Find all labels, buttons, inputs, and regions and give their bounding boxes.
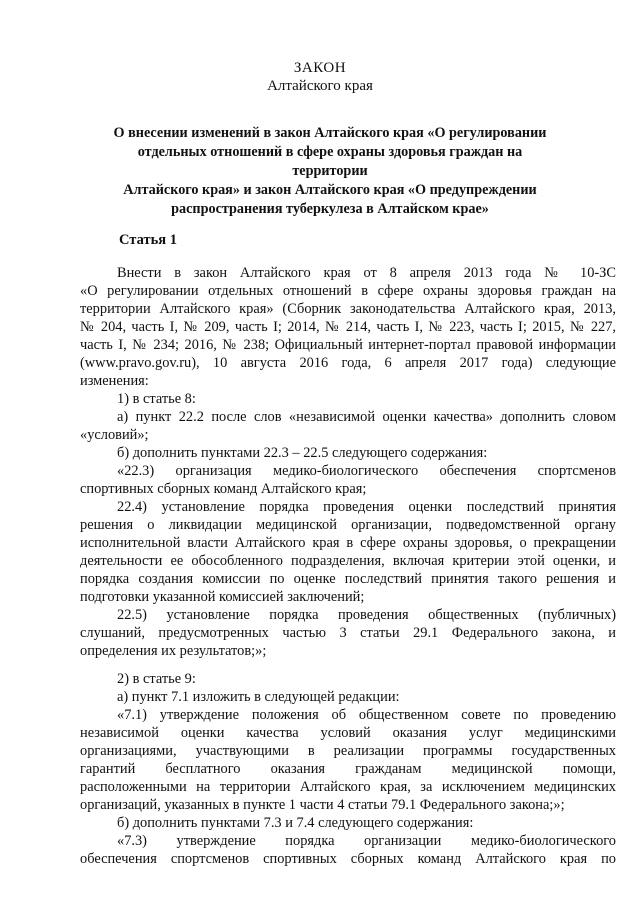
text-line: деятельности ее обособленного подразделения, включая критерии этой оценки, и (80, 553, 616, 569)
text-line: 22.5) установление порядка проведения общественных (публичных) (117, 607, 616, 623)
text-line: «условий»; (80, 427, 149, 443)
text-line: слушаний, предусмотренных частью 3 статьи 29.1 Федерального закона, и (80, 625, 616, 641)
text-line: расположенными на территории Алтайского края, за исключением медицинских (80, 779, 616, 795)
doc-heading (100, 124, 560, 219)
text-line: спортивных сборных команд Алтайского края; (80, 481, 367, 497)
heading-line: Алтайского края» и закон Алтайского края «О предупреждении (123, 182, 537, 198)
doc-subtitle: Алтайского края (267, 78, 373, 94)
text-line: 22.4) установление порядка проведения оценки последствий принятия (117, 499, 616, 515)
text-line: «7.3) утверждение порядка организации медико-биологического (117, 833, 616, 849)
text-line: исполнительной власти Алтайского края в сфере охраны здоровья, о прекращении (80, 535, 616, 551)
text-line: независимой оценки качества условий оказания услуг медицинскими (80, 725, 616, 741)
text-line: «7.1) утверждение положения об общественном совете по проведению (117, 707, 616, 723)
text-line: (www.pravo.gov.ru), 10 августа 2016 года, 6 апреля 2017 года) следующие (80, 355, 616, 371)
text-line: б) дополнить пунктами 7.3 и 7.4 следующего содержания: (117, 815, 474, 831)
text-line: обеспечения спортсменов спортивных сборных команд Алтайского края по (80, 851, 616, 867)
text-line: 1) в статье 8: (117, 391, 196, 407)
text-line: № 204, часть I, № 209, часть I; 2014, № 214, часть I, № 223, часть I; 2015, № 227, (80, 319, 616, 335)
article-heading: Статья 1 (119, 232, 177, 248)
text-line: Внести в закон Алтайского края от 8 апреля 2013 года № 10-ЗС (117, 265, 616, 281)
text-line: определения их результатов;»; (80, 643, 267, 659)
text-line: организаций, указанных в пункте 1 части 4 статьи 79.1 Федерального закона;»; (80, 797, 565, 813)
text-line: «22.3) организация медико-биологического обеспечения спортсменов (117, 463, 616, 479)
text-line: порядка создания комиссии по оценке последствий принятия такого решения и (80, 571, 616, 587)
text-line: изменения: (80, 373, 149, 389)
text-line: «О регулировании отдельных отношений в сфере охраны здоровья граждан на (80, 283, 616, 299)
heading-line: отдельных отношений в сфере охраны здоровья граждан на территории (137, 144, 523, 179)
heading-line: О внесении изменений в закон Алтайского края «О регулировании (113, 125, 547, 141)
heading-line: распространения туберкулеза в Алтайском крае» (171, 201, 489, 217)
text-line: часть I, № 234; 2016, № 238; Официальный интернет-портал правовой информации (80, 337, 616, 353)
text-line: гарантий бесплатного оказания гражданам медицинской помощи, (80, 761, 616, 777)
text-line: а) пункт 22.2 после слов «независимой оценки качества» дополнить словом (117, 409, 616, 425)
doc-title: ЗАКОН (293, 60, 347, 76)
text-line: организациями, участвующими в реализации программы государственных (80, 743, 616, 759)
text-line: территории Алтайского края» (Сборник законодательства Алтайского края, 2013, (80, 301, 616, 317)
text-line: подготовки указанной комиссией заключений; (80, 589, 365, 605)
text-line: 2) в статье 9: (117, 671, 196, 687)
text-line: решения о ликвидации медицинской организации, подведомственной органу (80, 517, 616, 533)
text-line: б) дополнить пунктами 22.3 – 22.5 следующего содержания: (117, 445, 488, 461)
text-line: а) пункт 7.1 изложить в следующей редакции: (117, 689, 400, 705)
